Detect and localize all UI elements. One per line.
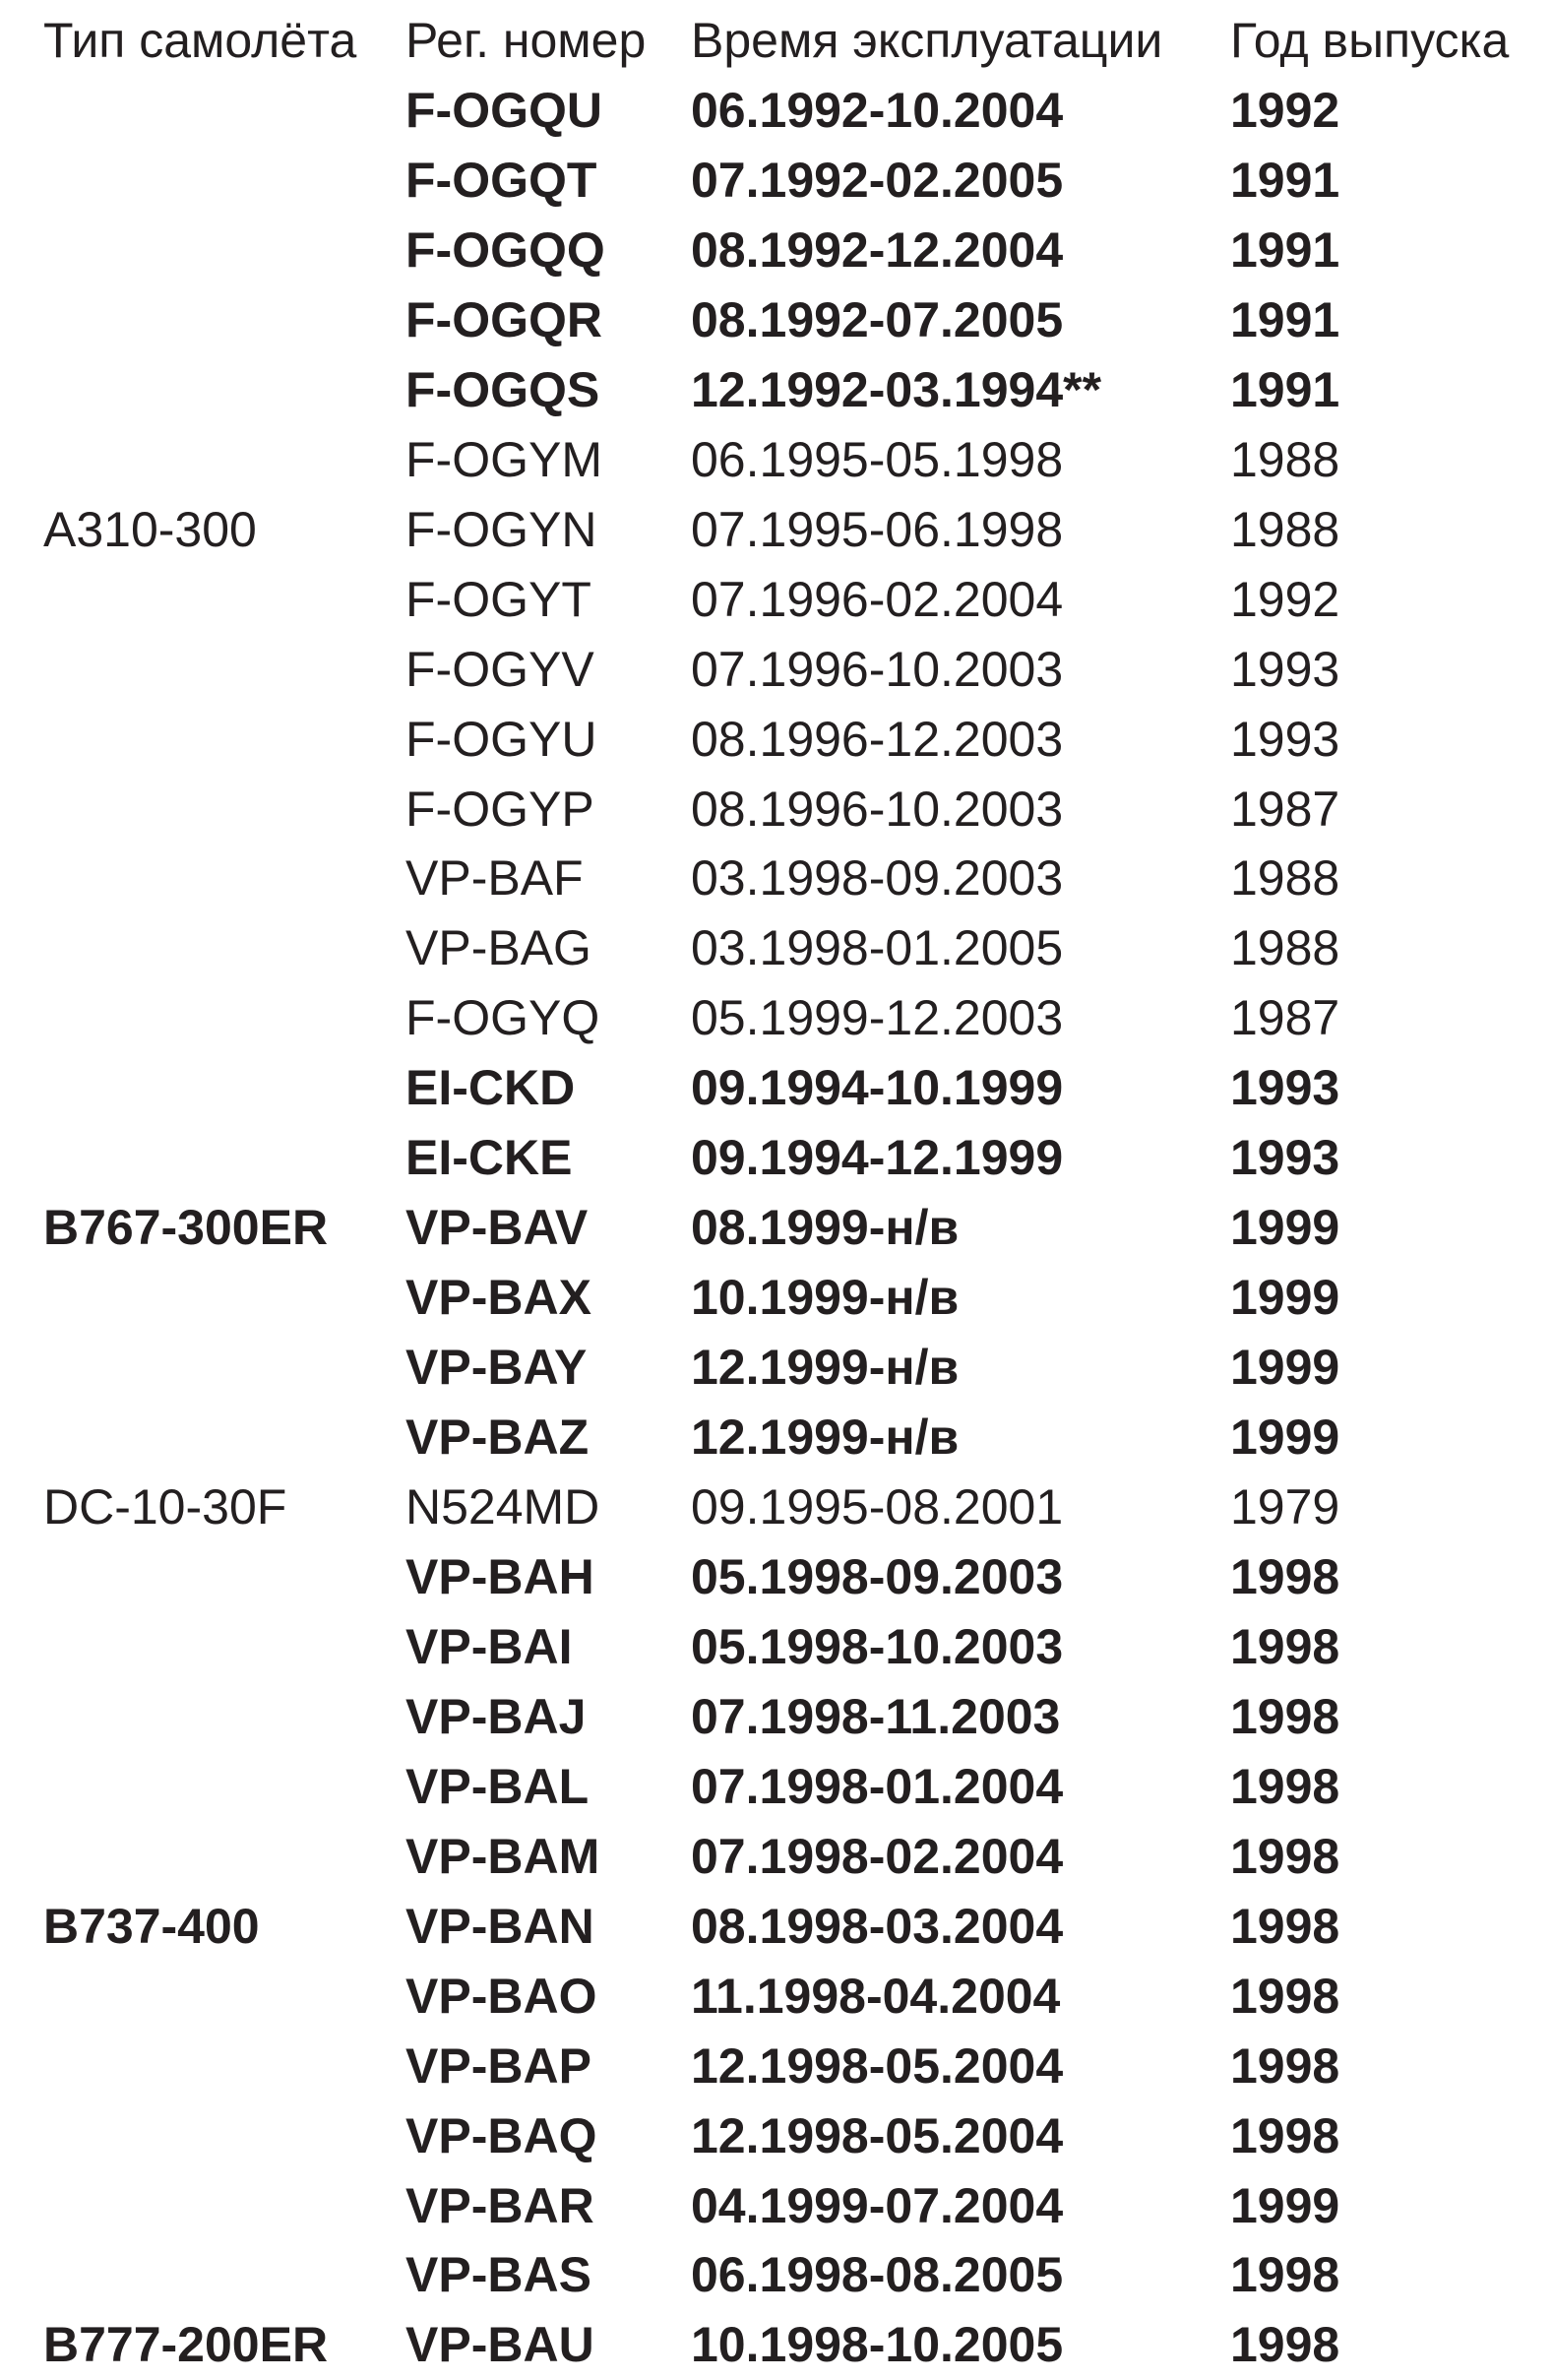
operation-period-cell: 03.1998-09.2003 [691, 850, 1064, 907]
table-row [0, 1542, 1553, 1612]
operation-period-cell: 07.1996-02.2004 [691, 571, 1064, 627]
registration-cell: EI-CKE [405, 1130, 573, 1186]
manufacture-year-cell: 1998 [1230, 1968, 1340, 2024]
table-row [0, 775, 1553, 845]
operation-period-cell: 07.1998-01.2004 [691, 1758, 1064, 1814]
manufacture-year-cell: 1991 [1230, 221, 1340, 278]
manufacture-year-cell: 1991 [1230, 291, 1340, 347]
registration-cell: F-OGQS [405, 361, 600, 417]
operation-period-cell: 08.1998-03.2004 [691, 1898, 1064, 1954]
manufacture-year-cell: 1998 [1230, 1758, 1340, 1814]
registration-cell: VP-BAG [405, 920, 591, 976]
registration-cell: F-OGYN [405, 501, 597, 557]
registration-cell: VP-BAR [405, 2177, 594, 2233]
registration-cell: F-OGYU [405, 711, 597, 767]
operation-period-cell: 06.1992-10.2004 [691, 83, 1064, 138]
operation-period-cell: 11.1998-04.2004 [691, 1968, 1061, 2024]
registration-cell: F-OGYM [405, 431, 602, 487]
manufacture-year-cell: 1993 [1230, 1060, 1340, 1116]
table-row [0, 705, 1553, 775]
table-row [0, 1962, 1553, 2032]
registration-cell: F-OGQR [405, 291, 602, 347]
manufacture-year-cell: 1999 [1230, 2177, 1340, 2233]
manufacture-year-cell: 1998 [1230, 1688, 1340, 1744]
manufacture-year-cell: 1999 [1230, 1340, 1340, 1396]
manufacture-year-cell: 1999 [1230, 1409, 1340, 1466]
operation-period-cell: 08.1992-12.2004 [691, 221, 1064, 278]
operation-period-cell: 08.1992-07.2005 [691, 291, 1064, 347]
operation-period-cell: 09.1994-10.1999 [691, 1060, 1064, 1116]
manufacture-year-cell: 1988 [1230, 501, 1340, 557]
operation-period-cell: 07.1998-02.2004 [691, 1828, 1064, 1884]
manufacture-year-cell: 1998 [1230, 1618, 1340, 1674]
registration-cell: VP-BAS [405, 2247, 591, 2303]
table-row [0, 2032, 1553, 2101]
table-row [0, 76, 1553, 146]
operation-period-cell: 08.1999-н/в [691, 1200, 960, 1256]
manufacture-year-cell: 1979 [1230, 1479, 1340, 1534]
table-row [0, 1333, 1553, 1403]
operation-period-cell: 12.1999-н/в [691, 1340, 960, 1396]
registration-cell: F-OGQU [405, 83, 602, 138]
manufacture-year-cell: 1992 [1230, 83, 1340, 138]
table-row [0, 635, 1553, 705]
registration-cell: VP-BAP [405, 2037, 591, 2094]
operation-period-cell: 12.1998-05.2004 [691, 2037, 1064, 2094]
manufacture-year-cell: 1993 [1230, 711, 1340, 767]
operation-period-cell: 08.1996-12.2003 [691, 711, 1064, 767]
operation-period-cell: 07.1995-06.1998 [691, 501, 1064, 557]
table-row [0, 355, 1553, 425]
header-operation-period: Время эксплуатации [691, 13, 1163, 68]
operation-period-cell: 05.1998-10.2003 [691, 1618, 1064, 1674]
registration-cell: VP-BAX [405, 1270, 591, 1326]
registration-cell: VP-BAZ [405, 1409, 590, 1466]
registration-cell: VP-BAL [405, 1758, 590, 1814]
header-manufacture-year: Год выпуска [1230, 13, 1510, 68]
table-row [0, 216, 1553, 285]
operation-period-cell: 12.1992-03.1994** [691, 361, 1102, 417]
manufacture-year-cell: 1991 [1230, 361, 1340, 417]
manufacture-year-cell: 1998 [1230, 2247, 1340, 2303]
operation-period-cell: 04.1999-07.2004 [691, 2177, 1064, 2233]
registration-cell: VP-BAY [405, 1340, 588, 1396]
registration-cell: F-OGYV [405, 641, 594, 697]
operation-period-cell: 06.1998-08.2005 [691, 2247, 1064, 2303]
manufacture-year-cell: 1991 [1230, 152, 1340, 208]
header-aircraft-type: Тип самолёта [43, 13, 357, 68]
operation-period-cell: 05.1998-09.2003 [691, 1548, 1064, 1604]
aircraft-type-label: B767-300ER [43, 1200, 329, 1256]
table-row [0, 285, 1553, 355]
table-row [0, 1123, 1553, 1193]
registration-cell: F-OGYT [405, 571, 591, 627]
manufacture-year-cell: 1992 [1230, 571, 1340, 627]
registration-cell: VP-BAI [405, 1618, 573, 1674]
registration-cell: VP-BAF [405, 850, 584, 907]
operation-period-cell: 09.1994-12.1999 [691, 1130, 1064, 1186]
registration-cell: VP-BAM [405, 1828, 600, 1884]
table-row [0, 146, 1553, 216]
table-row [0, 983, 1553, 1053]
table-row [0, 1263, 1553, 1333]
operation-period-cell: 07.1992-02.2005 [691, 152, 1064, 208]
manufacture-year-cell: 1993 [1230, 641, 1340, 697]
registration-cell: F-OGYP [405, 781, 594, 837]
manufacture-year-cell: 1988 [1230, 920, 1340, 976]
registration-cell: VP-BAO [405, 1968, 597, 2024]
manufacture-year-cell: 1993 [1230, 1130, 1340, 1186]
registration-cell: F-OGQQ [405, 221, 605, 278]
operation-period-cell: 08.1996-10.2003 [691, 781, 1064, 837]
manufacture-year-cell: 1998 [1230, 1548, 1340, 1604]
aircraft-type-label: B737-400 [43, 1898, 260, 1954]
registration-cell: EI-CKD [405, 1060, 576, 1116]
operation-period-cell: 03.1998-01.2005 [691, 920, 1064, 976]
table-row [0, 1822, 1553, 1892]
header-registration: Рег. номер [405, 13, 647, 68]
table-row [0, 425, 1553, 495]
registration-cell: F-OGYQ [405, 990, 600, 1046]
table-row [0, 565, 1553, 635]
manufacture-year-cell: 1998 [1230, 2037, 1340, 2094]
registration-cell: F-OGQT [405, 152, 597, 208]
table-row [0, 913, 1553, 983]
table-row [0, 2240, 1553, 2310]
manufacture-year-cell: 1999 [1230, 1200, 1340, 1256]
table-row [0, 1612, 1553, 1682]
table-row [0, 2171, 1553, 2241]
registration-cell: N524MD [405, 1479, 600, 1534]
operation-period-cell: 05.1999-12.2003 [691, 990, 1064, 1046]
operation-period-cell: 12.1999-н/в [691, 1409, 960, 1466]
operation-period-cell: 12.1998-05.2004 [691, 2107, 1064, 2163]
manufacture-year-cell: 1987 [1230, 781, 1340, 837]
manufacture-year-cell: 1998 [1230, 2317, 1340, 2373]
manufacture-year-cell: 1999 [1230, 1270, 1340, 1326]
table-row [0, 1682, 1553, 1752]
registration-cell: VP-BAJ [405, 1688, 587, 1744]
manufacture-year-cell: 1988 [1230, 431, 1340, 487]
table-header-row [0, 6, 1553, 76]
table-row [0, 2101, 1553, 2171]
operation-period-cell: 07.1998-11.2003 [691, 1688, 1061, 1744]
manufacture-year-cell: 1998 [1230, 1828, 1340, 1884]
table-row [0, 844, 1553, 913]
table-row [0, 1403, 1553, 1472]
manufacture-year-cell: 1998 [1230, 2107, 1340, 2163]
registration-cell: VP-BAU [405, 2317, 594, 2373]
manufacture-year-cell: 1998 [1230, 1898, 1340, 1954]
manufacture-year-cell: 1987 [1230, 990, 1340, 1046]
aircraft-type-label: DC-10-30F [43, 1479, 287, 1534]
operation-period-cell: 10.1998-10.2005 [691, 2317, 1064, 2373]
aircraft-type-label: A310-300 [43, 501, 257, 557]
table-row [0, 1752, 1553, 1822]
registration-cell: VP-BAN [405, 1898, 594, 1954]
operation-period-cell: 10.1999-н/в [691, 1270, 960, 1326]
operation-period-cell: 07.1996-10.2003 [691, 641, 1064, 697]
registration-cell: VP-BAV [405, 1200, 589, 1256]
operation-period-cell: 09.1995-08.2001 [691, 1479, 1064, 1534]
registration-cell: VP-BAH [405, 1548, 594, 1604]
table-row [0, 1053, 1553, 1123]
aircraft-type-label: B777-200ER [43, 2317, 329, 2373]
registration-cell: VP-BAQ [405, 2107, 597, 2163]
manufacture-year-cell: 1988 [1230, 850, 1340, 907]
operation-period-cell: 06.1995-05.1998 [691, 431, 1064, 487]
